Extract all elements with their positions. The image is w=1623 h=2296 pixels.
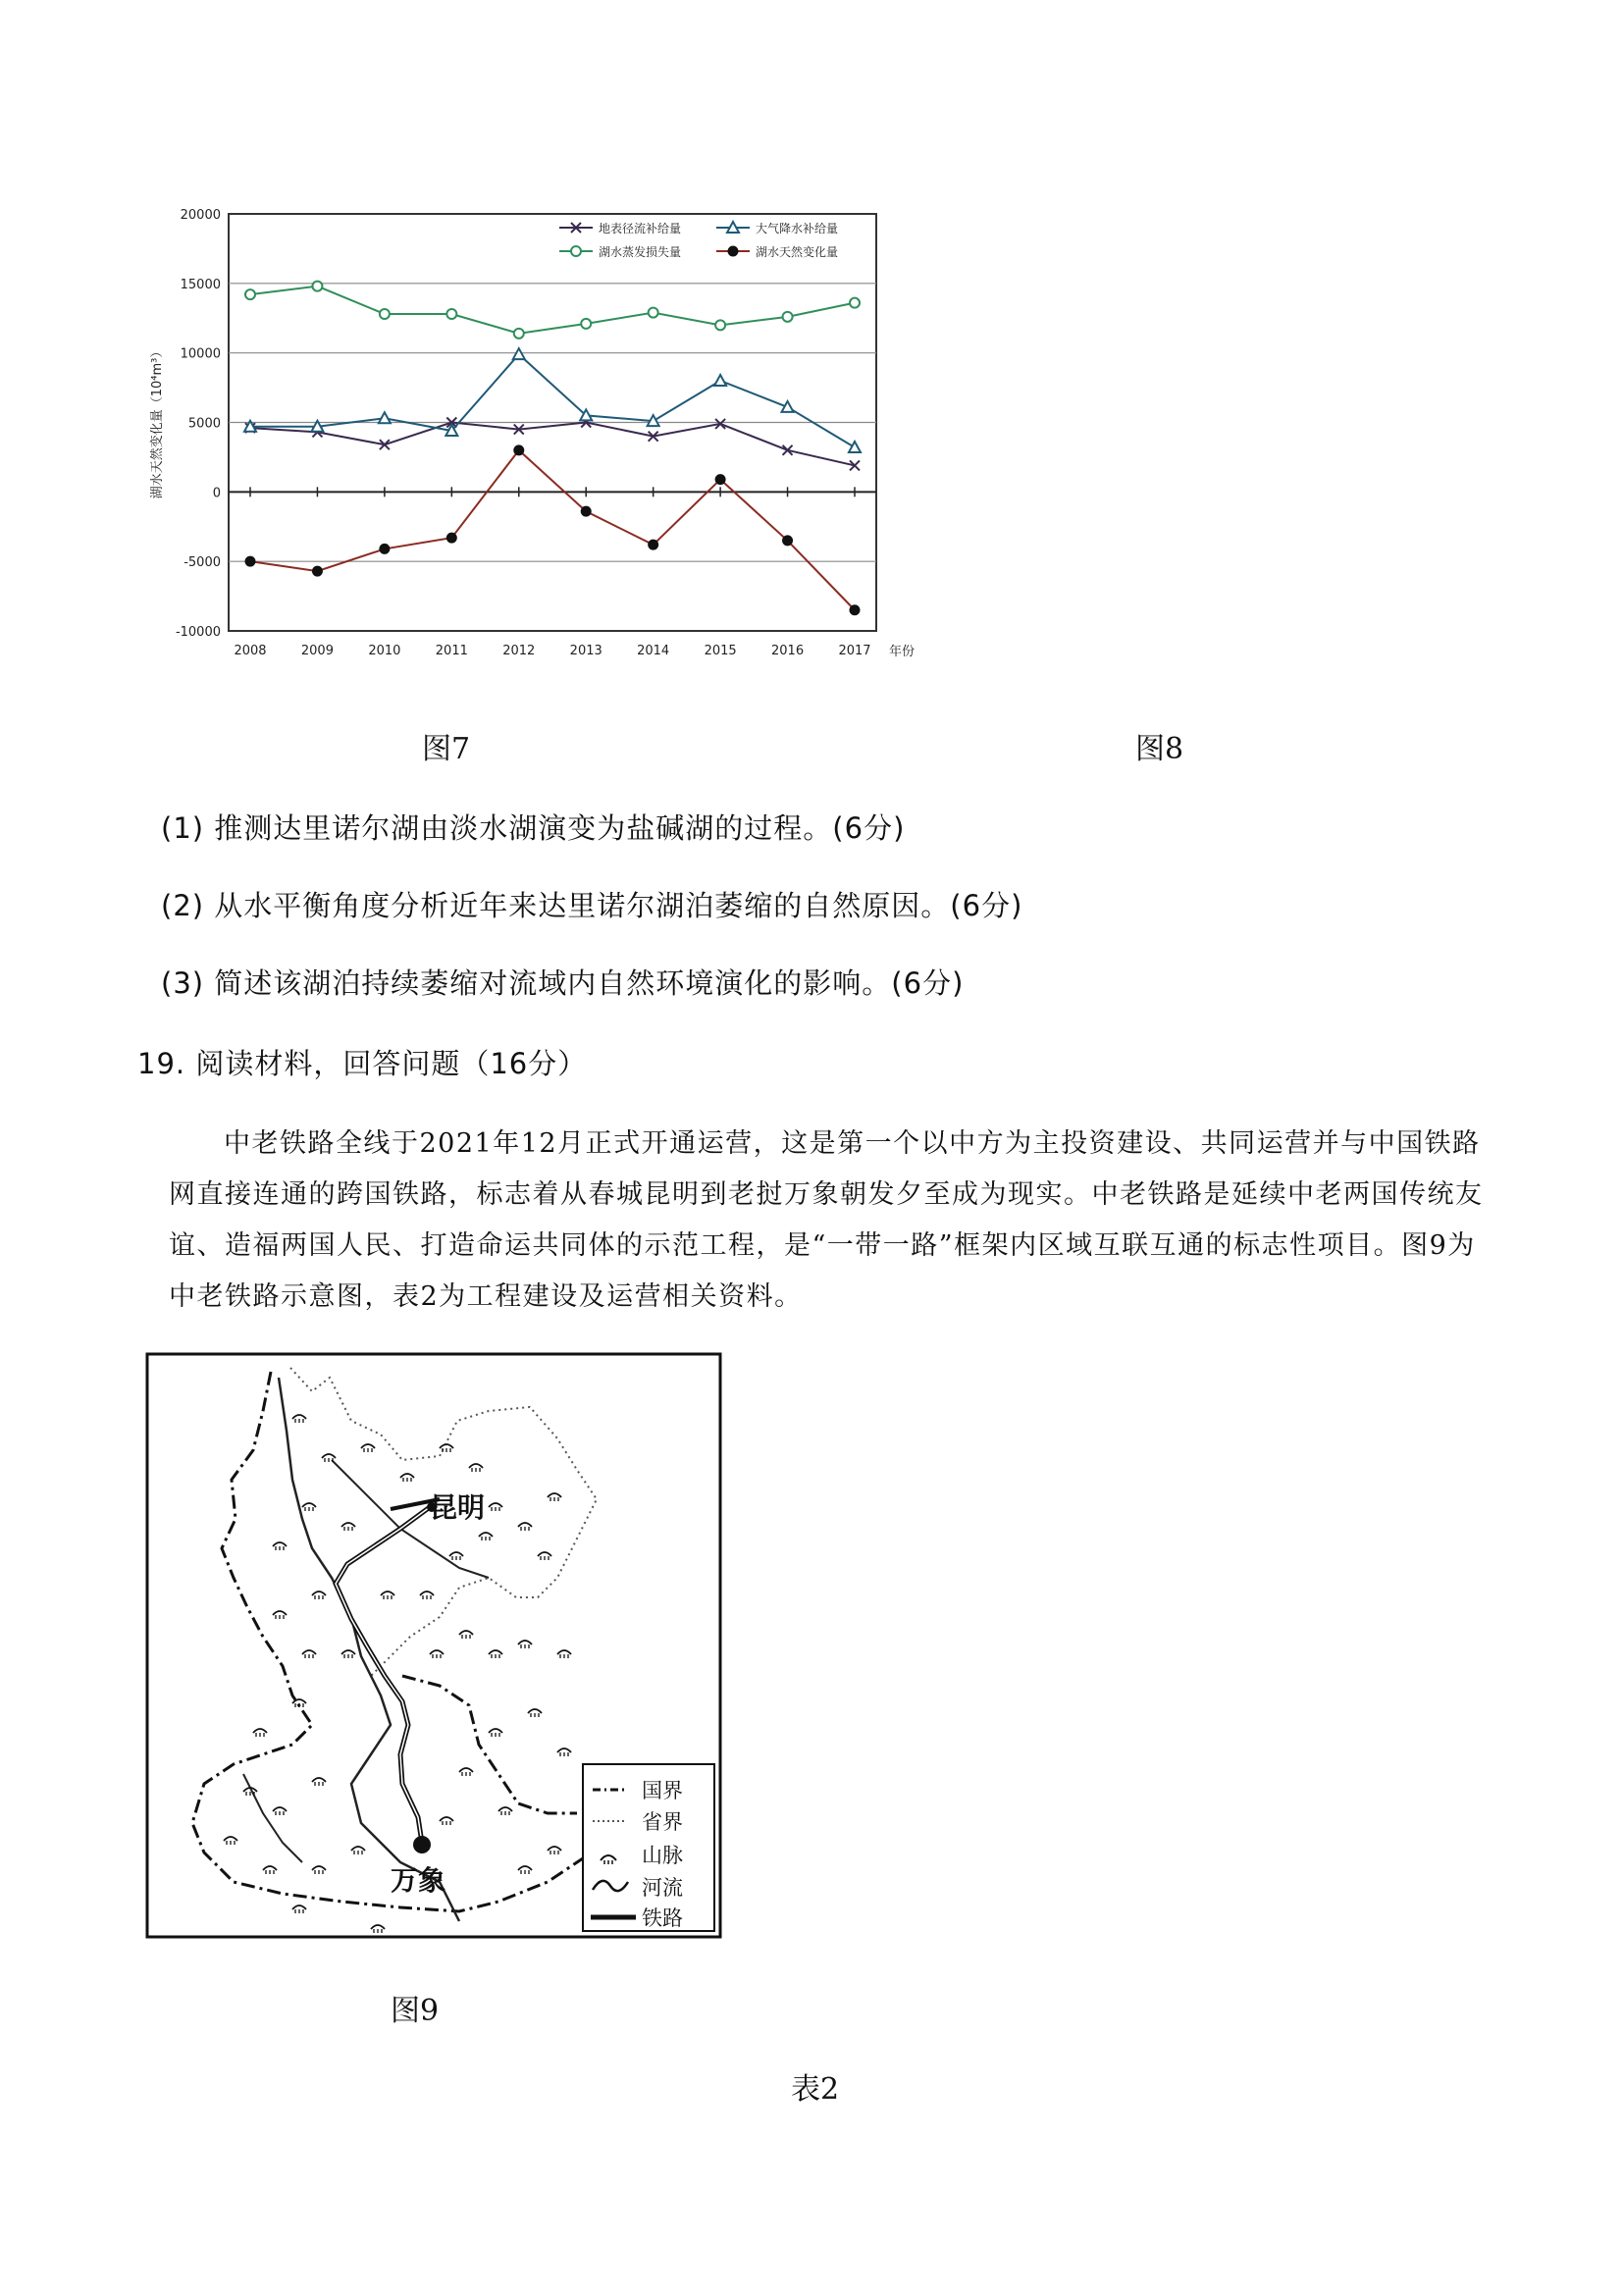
series-line xyxy=(250,287,855,334)
y-tick-label: 15000 xyxy=(180,277,221,292)
point-marker xyxy=(714,375,726,386)
map-legend xyxy=(583,1764,714,1931)
point-marker xyxy=(783,312,793,322)
legend-label-railway: 铁路 xyxy=(642,1906,683,1930)
vientiane-marker xyxy=(413,1836,431,1853)
question-3: (3) 简述该湖泊持续萎缩对流域内自然环境演化的影响。(6分) xyxy=(161,966,965,1000)
legend-label: 地表径流补给量 xyxy=(599,222,682,235)
point-marker xyxy=(514,329,524,339)
point-marker xyxy=(446,309,456,319)
y-tick-label: 10000 xyxy=(180,346,221,362)
point-marker xyxy=(783,536,793,546)
legend-label-provincial-border: 省界 xyxy=(642,1810,683,1834)
series-line xyxy=(250,423,855,466)
city-kunming: 昆明 xyxy=(430,1491,486,1524)
legend-label-mountain: 山脉 xyxy=(642,1844,683,1867)
y-tick-label: 0 xyxy=(212,486,221,501)
point-marker xyxy=(649,540,658,549)
point-marker xyxy=(581,319,591,329)
legend-label: 湖水蒸发损失量 xyxy=(599,245,682,259)
question-1: (1) 推测达里诺尔湖由淡水湖演变为盐碱湖的过程。(6分) xyxy=(161,811,906,845)
point-marker xyxy=(715,320,725,330)
chart-xlabel: 年份 xyxy=(889,645,916,659)
point-marker xyxy=(715,475,725,485)
figure9-map xyxy=(145,1352,724,1941)
y-tick-label: -5000 xyxy=(183,555,221,571)
point-marker xyxy=(849,442,861,452)
figure9-caption: 图9 xyxy=(391,1994,440,2028)
legend-label-national-border: 国界 xyxy=(642,1779,683,1802)
series-line xyxy=(250,354,855,447)
figure7-chart xyxy=(137,196,922,677)
point-marker xyxy=(850,298,860,308)
question-2: (2) 从水平衡角度分析近年来达里诺尔湖泊萎缩的自然原因。(6分) xyxy=(161,889,1023,922)
x-tick-label: 2015 xyxy=(704,644,737,658)
point-marker xyxy=(649,308,658,318)
point-marker xyxy=(245,556,255,566)
legend-label: 湖水天然变化量 xyxy=(756,245,839,259)
x-tick-label: 2010 xyxy=(368,644,401,658)
point-marker xyxy=(446,533,456,543)
table2-caption: 表2 xyxy=(791,2072,840,2107)
question-19-title: 19. 阅读材料，回答问题（16分） xyxy=(137,1047,588,1080)
point-marker xyxy=(379,412,391,423)
x-tick-label: 2016 xyxy=(771,644,805,658)
point-marker xyxy=(782,401,794,412)
legend-label-river: 河流 xyxy=(642,1876,683,1900)
point-marker xyxy=(312,282,322,291)
x-tick-label: 2012 xyxy=(502,644,536,658)
x-tick-label: 2009 xyxy=(300,644,334,658)
point-marker xyxy=(513,348,525,359)
question-19-material: 中老铁路全线于2021年12月正式开通运营，这是第一个以中方为主投资建设、共同运营并与中国铁路网直接连通的跨国铁路，标志着从春城昆明到老挝万象朝发夕至成为现实。中老铁路是延续中老两国传统友谊、造福两国人民、打造命运共同体的示范工程，是“一带一路”框架内区域互联互通的标志性项目。图9为中老铁路示意图，表2为工程建设及运营相关资料。 xyxy=(169,1128,1484,1312)
y-tick-label: -10000 xyxy=(175,625,221,640)
map-svg xyxy=(145,1352,724,1941)
point-marker xyxy=(380,544,390,553)
series-line xyxy=(250,450,855,610)
point-marker xyxy=(581,506,591,516)
point-marker xyxy=(312,566,322,576)
x-tick-label: 2013 xyxy=(569,644,602,658)
legend-label: 大气降水补给量 xyxy=(756,222,839,235)
y-tick-label: 20000 xyxy=(180,208,221,223)
x-tick-label: 2014 xyxy=(637,644,670,658)
y-tick-label: 5000 xyxy=(187,416,221,432)
city-vientiane: 万象 xyxy=(391,1864,446,1897)
x-tick-label: 2017 xyxy=(838,644,871,658)
point-marker xyxy=(380,309,390,319)
point-marker xyxy=(571,246,581,256)
figure7-caption: 图7 xyxy=(422,732,471,766)
point-marker xyxy=(245,289,255,299)
point-marker xyxy=(514,445,524,455)
line-chart xyxy=(137,196,922,677)
point-marker xyxy=(728,246,738,256)
figure8-caption: 图8 xyxy=(1135,732,1184,766)
x-tick-label: 2008 xyxy=(234,644,267,658)
x-tick-label: 2011 xyxy=(435,644,468,658)
chart-ylabel: 湖水天然变化量（10⁴m³） xyxy=(150,344,165,499)
point-marker xyxy=(850,605,860,615)
chart-legend xyxy=(559,221,838,259)
